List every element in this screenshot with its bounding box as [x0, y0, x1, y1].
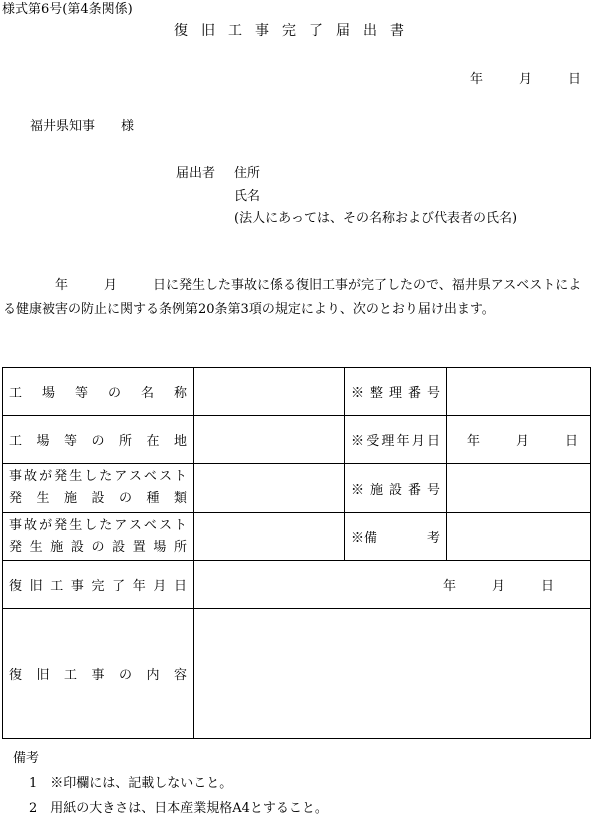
- date-year: 年: [469, 72, 483, 87]
- report-table: [2, 367, 591, 739]
- completion-date-field[interactable]: 年 月 日: [194, 561, 591, 609]
- registration-number-field[interactable]: [447, 368, 591, 416]
- equipment-place-field[interactable]: [194, 513, 345, 561]
- recipient: 福井県知事 様: [30, 119, 135, 134]
- table-row: [3, 368, 591, 416]
- equipment-place-label: 事故が発生したアスベスト 発生施設の設置場所: [3, 513, 194, 561]
- table-row: [3, 464, 591, 513]
- remarks-field[interactable]: [447, 513, 591, 561]
- receipt-date-label: ※受理年月日: [345, 416, 447, 464]
- body-text: 日に発生した事故に係る復旧工事が完了したので、福井県アスベストによる健康被害の防止に関する条例第20条第3項の規定により、次のとおり届け出ます。: [3, 278, 582, 317]
- table-row: [3, 513, 591, 561]
- date-day: 日: [567, 72, 581, 87]
- facility-location-field[interactable]: [194, 416, 345, 464]
- notes-heading: 備考: [13, 751, 40, 766]
- applicant-label: 届出者: [176, 166, 216, 181]
- table-row: [3, 416, 591, 464]
- equipment-type-label: 事故が発生したアスベスト 発生施設の種類: [3, 464, 194, 513]
- completion-date-label: 復旧工事完了年月日: [3, 561, 194, 609]
- address-label: 住所: [234, 166, 261, 181]
- equipment-number-field[interactable]: [447, 464, 591, 513]
- note-item: 2 用紙の大きさは、日本産業規格A4とすること。: [29, 801, 328, 816]
- document-title: 復旧工事完了届出書: [174, 23, 417, 39]
- corporation-note: (法人にあっては、その名称および代表者の氏名): [234, 211, 518, 226]
- receipt-date-field[interactable]: 年 月 日: [447, 416, 591, 464]
- facility-location-label: 工場等の所在地: [3, 416, 194, 464]
- work-content-label: 復旧工事の内容: [3, 609, 194, 739]
- table-row: [3, 609, 591, 739]
- equipment-type-field[interactable]: [194, 464, 345, 513]
- table-row: [3, 561, 591, 609]
- body-year: 年: [55, 278, 69, 293]
- name-label: 氏名: [234, 189, 261, 204]
- body-paragraph: [3, 274, 589, 322]
- facility-name-field[interactable]: [194, 368, 345, 416]
- date-month: 月: [518, 72, 532, 87]
- registration-number-label: ※整理番号: [345, 368, 447, 416]
- notes: [13, 746, 328, 821]
- submission-date: [470, 68, 581, 87]
- equipment-number-label: ※施設番号: [345, 464, 447, 513]
- work-content-field[interactable]: [194, 609, 591, 739]
- form-number: 様式第6号(第4条関係): [2, 2, 133, 17]
- body-month: 月: [104, 278, 118, 293]
- remarks-label: ※備 考: [345, 513, 447, 561]
- facility-name-label: 工場等の名称: [3, 368, 194, 416]
- note-item: 1 ※印欄には、記載しないこと。: [29, 776, 233, 791]
